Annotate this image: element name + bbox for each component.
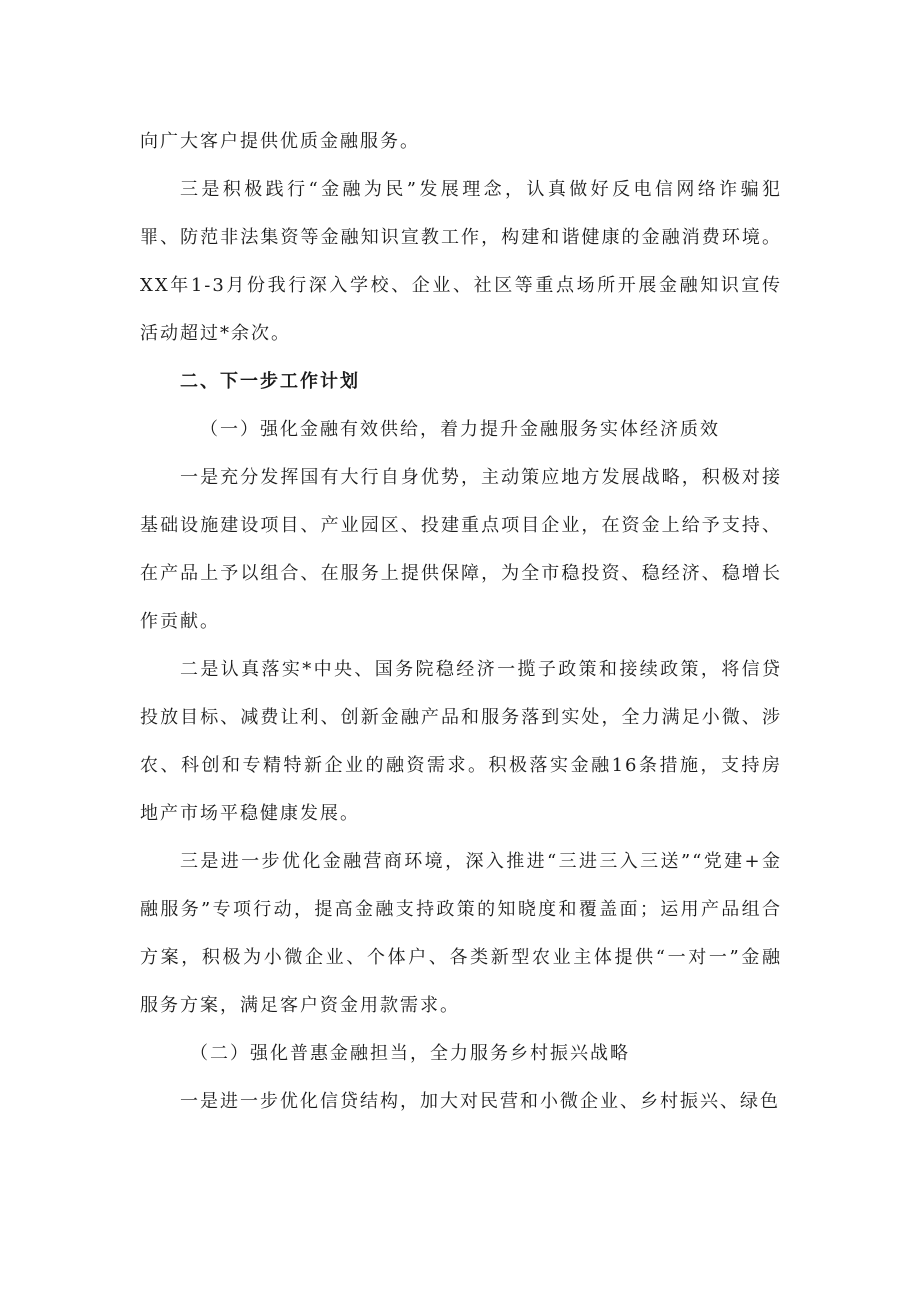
paragraph-credit-structure: 一是进一步优化信贷结构，加大对民营和小微企业、乡村振兴、绿色 bbox=[180, 1091, 780, 1112]
subheading-effective-supply: （一）强化金融有效供给，着力提升金融服务实体经济质效 bbox=[200, 419, 720, 440]
paragraph-continuation: 向广大客户提供优质金融服务。 bbox=[140, 131, 420, 152]
paragraph-financial-education: 三是积极践行“金融为民”发展理念，认真做好反电信网络诈骗犯罪、防范非法集资等金融知识宣教工作，构建和谐健康的金融消费环境。XX年1-3月份我行深入学校、企业、社区等重点场所开展金融知识宣传活动超过*余次。 bbox=[140, 179, 782, 344]
paragraph-policy-implementation: 二是认真落实*中央、国务院稳经济一揽子政策和接续政策，将信贷投放目标、减费让利、创新金融产品和服务落到实处，全力满足小微、涉农、科创和专精特新企业的融资需求。积极落实金融16条措施，支持房地产市场平稳健康发展。 bbox=[140, 659, 782, 824]
paragraph-business-environment: 三是进一步优化金融营商环境，深入推进“三进三入三送”“党建+金融服务”专项行动，提高金融支持政策的知晓度和覆盖面；运用产品组合方案，积极为小微企业、个体户、各类新型农业主体提供“一对一”金融服务方案，满足客户资金用款需求。 bbox=[140, 851, 782, 1016]
paragraph-strategy-support: 一是充分发挥国有大行自身优势，主动策应地方发展战略，积极对接基础设施建设项目、产业园区、投建重点项目企业，在资金上给予支持、在产品上予以组合、在服务上提供保障，为全市稳投资、稳经济、稳增长作贡献。 bbox=[140, 467, 782, 632]
section-heading-next-steps: 二、下一步工作计划 bbox=[180, 371, 360, 392]
subheading-inclusive-finance: （二）强化普惠金融担当，全力服务乡村振兴战略 bbox=[190, 1043, 630, 1064]
